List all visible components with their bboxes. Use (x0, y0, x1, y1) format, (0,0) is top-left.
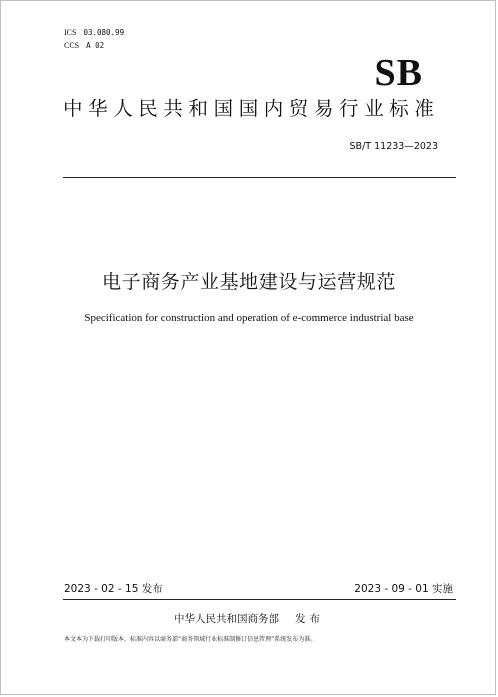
ics-code (64, 28, 124, 38)
issuer-action: 发布 (295, 613, 324, 625)
title-chinese: 电子商务产业基地建设与运营规范 (101, 271, 396, 293)
ics-label: ICS (64, 28, 77, 37)
bottom-divider (63, 599, 456, 600)
ccs-code (64, 41, 104, 51)
ics-value: 03.080.99 (83, 28, 125, 37)
download-footnote: 本文本为下载打印版本，标准内容以商务部“商务领域行业标准制修订信息管理”系统发布为准。 (64, 636, 317, 643)
ccs-label: CCS (64, 41, 80, 50)
title-english: Specification for construction and operation of e-commerce industrial base (84, 312, 414, 324)
standard-mark: SB (374, 52, 423, 94)
standard-header: 中华人民共和国国内贸易行业标准 (63, 97, 440, 120)
issue-date: 2023 - 02 - 15 发布 (64, 583, 163, 595)
issuer-line (1, 612, 497, 626)
issuer-name: 中华人民共和国商务部 (174, 613, 279, 625)
ccs-value: A 02 (86, 41, 105, 50)
implementation-date: 2023 - 09 - 01 实施 (354, 583, 453, 595)
top-divider (63, 177, 456, 178)
standard-number: SB/T 11233—2023 (349, 141, 438, 152)
